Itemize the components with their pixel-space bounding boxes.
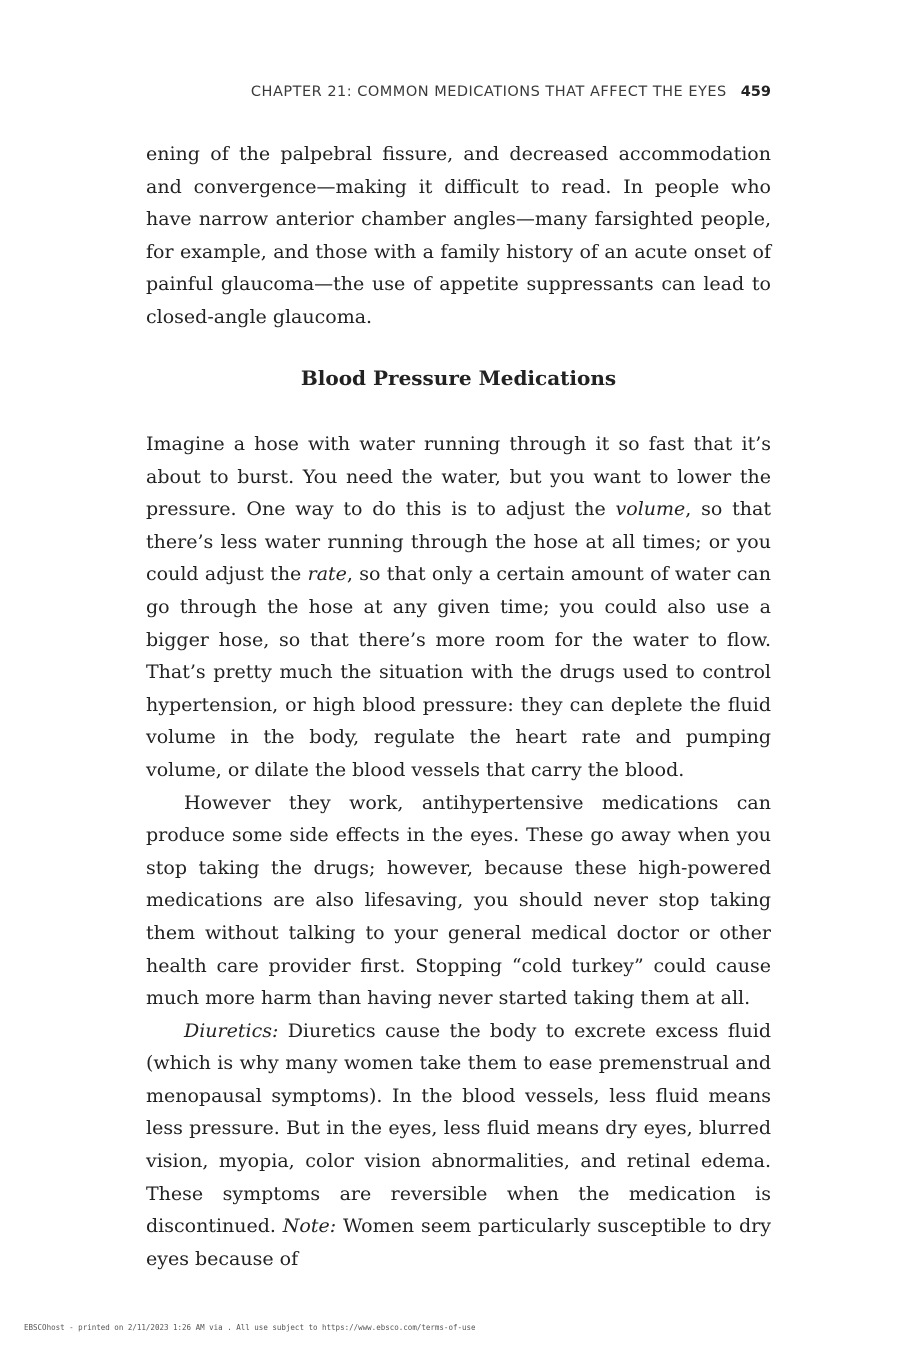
text-span: , so that there’s less water running through the hose at all times; or you could adjust the	[146, 498, 771, 586]
note-label: Note:	[282, 1215, 337, 1238]
text-span: Diuretics cause the body to excrete excess fluid (which is why many women take them to ease premenstrual and menopausal symptoms). In the blood vessels, less fluid means less pressure. But in the eyes, less fluid means dry eyes, blurred vision, myopia, color vision abnormalities, and retinal edema. These symptoms are reversible when the medication is discontinued.	[146, 1019, 771, 1238]
chapter-title: CHAPTER 21: COMMON MEDICATIONS THAT AFFECT THE EYES	[250, 84, 727, 100]
paragraph-hose-analogy	[146, 428, 771, 787]
paragraph-diuretics	[146, 1015, 771, 1276]
term-diuretics: Diuretics:	[184, 1019, 279, 1042]
text-span: Imagine a hose with water running through it so fast that it’s about to burst. You need the water, but you want to lower the pressure. One way to do this is to adjust the	[146, 433, 771, 521]
text-span: Women seem particularly susceptible to dry eyes because of	[146, 1215, 771, 1270]
running-head	[146, 84, 771, 100]
section-body	[146, 428, 771, 1275]
print-footer: EBSCOhost - printed on 2/11/2023 1:26 AM via . All use subject to https://www.ebsco.com/terms-of-use	[24, 1323, 476, 1332]
section-heading: Blood Pressure Medications	[300, 366, 617, 390]
emphasis-rate: rate	[307, 563, 347, 586]
emphasis-volume: volume	[615, 498, 686, 521]
page-number: 459	[740, 84, 771, 100]
paragraph-side-effects: However they work, antihypertensive medications can produce some side effects in the eyes. These go away when you stop taking the drugs; however, because these high-powered medications are also lifesaving, you should never stop taking them without talking to your general medical doctor or other health care provider first. Stopping “cold turkey” could cause much more harm than having never started taking them at all.	[146, 791, 771, 1010]
intro-paragraph: ening of the palpebral fissure, and decreased accommodation and convergence—making it difficult to read. In people who have narrow anterior chamber angles—many farsighted people, for example, and those with a family history of an acute onset of painful glaucoma—the use of appetite suppressants can lead to closed-angle glaucoma.	[146, 143, 771, 328]
text-span: , so that only a certain amount of water can go through the hose at any given time; you could also use a bigger hose, so that there’s more room for the water to flow. That’s pretty much the situation with the drugs used to control hypertension, or high blood pressure: they can deplete the fluid volume in the body, regulate the heart rate and pumping volume, or dilate the blood vessels that carry the blood.	[146, 563, 771, 781]
intro-paragraph-block	[146, 138, 771, 334]
